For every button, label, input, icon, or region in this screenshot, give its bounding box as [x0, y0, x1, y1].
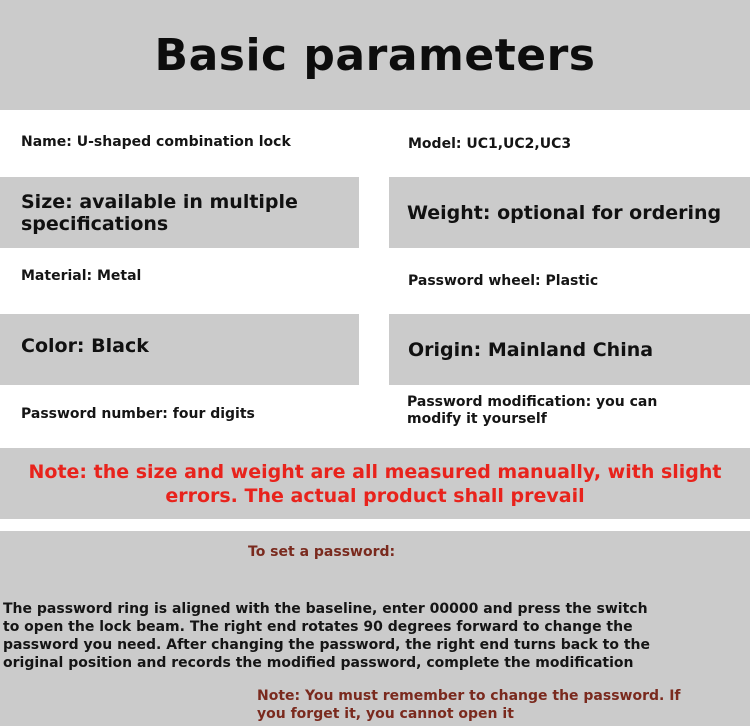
param-name: Name: U-shaped combination lock: [21, 133, 291, 150]
param-password-modification: Password modification: you can modify it yourself: [407, 394, 658, 427]
password-warning: Note: You must remember to change the password. If you forget it, you cannot open it: [257, 688, 681, 722]
param-model: Model: UC1,UC2,UC3: [408, 135, 572, 152]
param-origin: Origin: Mainland China: [408, 338, 654, 361]
page-title: Basic parameters: [154, 29, 596, 81]
param-color: Color: Black: [21, 335, 149, 357]
param-password-number: Password number: four digits: [21, 405, 255, 422]
password-instructions: The password ring is aligned with the baseline, enter 00000 and press the switch to open the lock beam. The right end rotates 90 degrees forward to change the password you need. After changing the password, the right end turns back to the original position and records the modified password, complete the modification: [3, 601, 651, 671]
param-material: Material: Metal: [21, 267, 142, 284]
measurement-note: Note: the size and weight are all measured manually, with slight errors. The actual product shall prevail: [28, 460, 722, 507]
password-heading: To set a password:: [248, 544, 396, 560]
param-size: Size: available in multiple specifications: [21, 190, 298, 235]
param-weight: Weight: optional for ordering: [407, 201, 722, 224]
param-password-wheel: Password wheel: Plastic: [408, 272, 599, 289]
